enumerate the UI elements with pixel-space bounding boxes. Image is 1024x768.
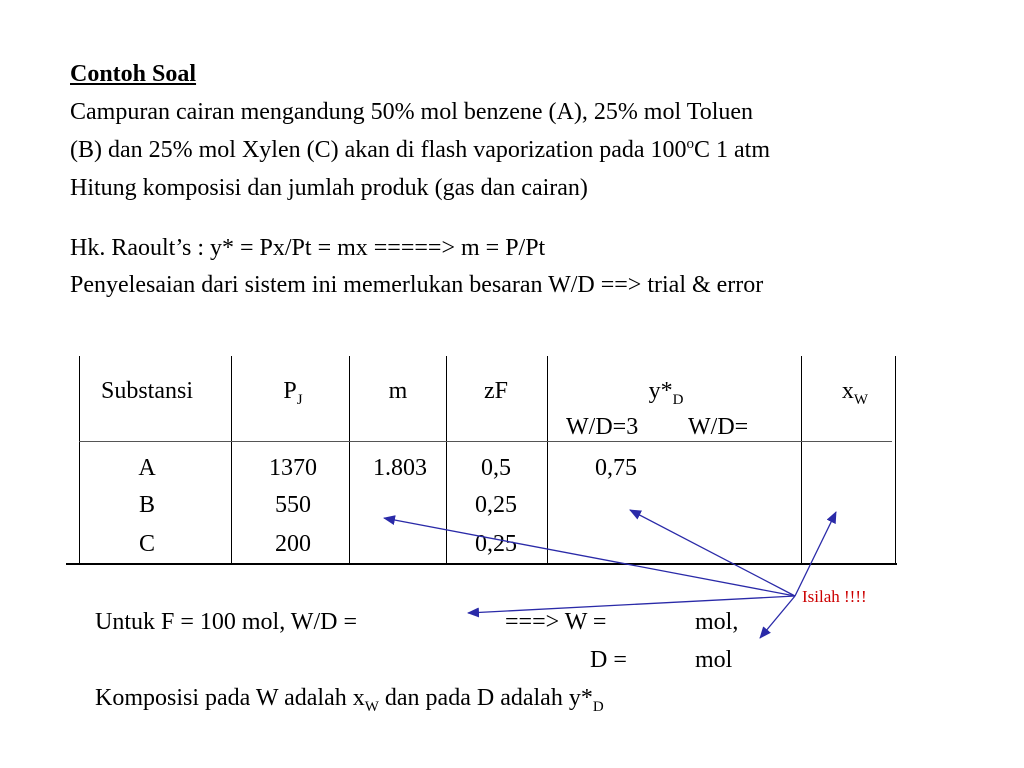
row-a-m: 1.803 — [373, 455, 427, 481]
result-line-3-sub-w: W — [364, 698, 379, 715]
arrow-to-x-column — [795, 512, 836, 596]
row-b-substansi: B — [138, 492, 156, 518]
result-line-1-c: mol, — [695, 609, 739, 635]
page-title: Contoh Soal — [70, 61, 197, 87]
header-p-sub: J — [296, 391, 303, 408]
row-c-p: 200 — [275, 531, 311, 557]
result-line-3 — [95, 684, 604, 715]
header-x-main: x — [841, 378, 854, 404]
row-c-zf: 0,25 — [475, 531, 517, 557]
problem-line-2-text: (B) dan 25% mol Xylen (C) akan di flash vaporization pada 100 — [70, 137, 687, 163]
result-line-2-c: mol — [695, 647, 733, 673]
row-c-substansi: C — [138, 531, 156, 557]
header-y-main: y* — [648, 378, 673, 404]
problem-line-1: Campuran cairan mengandung 50% mol benzene (A), 25% mol Toluen — [70, 99, 754, 125]
row-a-y: 0,75 — [595, 455, 637, 481]
row-b-zf: 0,25 — [475, 492, 517, 518]
header-x-sub: W — [853, 391, 869, 408]
result-line-3-pre: Komposisi pada W adalah x — [95, 685, 365, 711]
result-line-1-a: Untuk F = 100 mol, W/D = — [95, 609, 357, 635]
arrow-to-m-column — [384, 518, 795, 596]
header-p-main: P — [283, 378, 297, 404]
row-a-zf: 0,5 — [481, 455, 511, 481]
result-line-1-b: ===> W = — [505, 609, 607, 635]
method-line-1: Hk. Raoult’s : y* = Px/Pt = mx =====> m = P/Pt — [70, 235, 546, 261]
header-substansi: Substansi — [100, 378, 194, 404]
fill-in-note: Isilah !!!! — [802, 587, 867, 606]
header-y-subcol-2: W/D= — [688, 414, 749, 440]
method-line-2: Penyelesaian dari sistem ini memerlukan besaran W/D ==> trial & error — [70, 272, 764, 298]
problem-line-3: Hitung komposisi dan jumlah produk (gas dan cairan) — [70, 175, 588, 201]
problem-line-2-end: C 1 atm — [694, 137, 770, 163]
result-line-2-b: D = — [590, 647, 627, 673]
header-m: m — [388, 378, 408, 404]
row-a-substansi: A — [138, 455, 156, 481]
result-line-3-mid: dan pada D adalah y* — [378, 685, 593, 711]
degree-sup: o — [686, 136, 694, 152]
header-y-sub: D — [672, 391, 684, 408]
row-a-p: 1370 — [269, 455, 317, 481]
result-line-3-sub-d: D — [592, 698, 604, 715]
header-y-subcol-1: W/D=3 — [566, 414, 639, 440]
header-zf: zF — [484, 378, 508, 404]
arrow-to-y-column — [630, 510, 795, 596]
arrow-to-w-value — [760, 596, 795, 638]
row-b-p: 550 — [275, 492, 311, 518]
